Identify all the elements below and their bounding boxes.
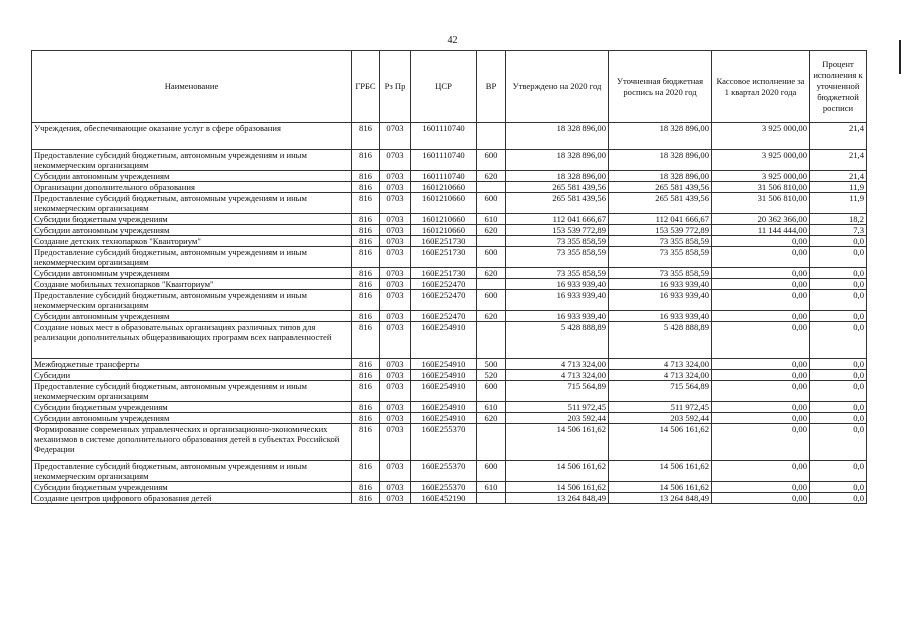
row-grbs-cell: 816 <box>352 150 380 171</box>
row-rzpr-cell: 0703 <box>380 214 411 225</box>
row-clarified-cell: 112 041 666,67 <box>609 214 712 225</box>
row-cash-cell: 3 925 000,00 <box>712 150 810 171</box>
row-cash-cell: 0,00 <box>712 482 810 493</box>
row-percent-cell: 7,3 <box>810 225 867 236</box>
row-name-cell: Субсидии автономным учреждениям <box>32 225 352 236</box>
row-cash-cell: 0,00 <box>712 279 810 290</box>
budget-execution-table <box>31 50 867 504</box>
row-cash-cell: 0,00 <box>712 359 810 370</box>
row-vr-cell: 600 <box>477 290 506 311</box>
row-vr-cell: 600 <box>477 381 506 402</box>
row-grbs-cell: 816 <box>352 413 380 424</box>
table-row <box>32 413 867 424</box>
row-grbs-cell: 816 <box>352 247 380 268</box>
row-name-cell: Организации дополнительного образования <box>32 182 352 193</box>
row-approved-cell: 511 972,45 <box>506 402 609 413</box>
row-grbs-cell: 816 <box>352 214 380 225</box>
table-row <box>32 171 867 182</box>
row-clarified-cell: 13 264 848,49 <box>609 493 712 504</box>
row-cash-cell: 0,00 <box>712 370 810 381</box>
table-row <box>32 402 867 413</box>
row-percent-cell: 0,0 <box>810 236 867 247</box>
row-clarified-cell: 715 564,89 <box>609 381 712 402</box>
row-grbs-cell: 816 <box>352 370 380 381</box>
row-vr-cell <box>477 123 506 150</box>
row-percent-cell: 0,0 <box>810 290 867 311</box>
page-number: 42 <box>447 35 458 46</box>
row-approved-cell: 265 581 439,56 <box>506 182 609 193</box>
table-row <box>32 123 867 150</box>
row-grbs-cell: 816 <box>352 182 380 193</box>
row-csr-cell: 160E254910 <box>411 381 477 402</box>
row-clarified-cell: 16 933 939,40 <box>609 279 712 290</box>
row-csr-cell: 160E254910 <box>411 359 477 370</box>
row-name-cell: Субсидии бюджетным учреждениям <box>32 402 352 413</box>
scan-edge-mark <box>899 40 901 74</box>
row-name-cell: Учреждения, обеспечивающие оказание услуг в сфере образования <box>32 123 352 150</box>
row-clarified-cell: 4 713 324,00 <box>609 370 712 381</box>
row-rzpr-cell: 0703 <box>380 461 411 482</box>
row-csr-cell: 160E255370 <box>411 424 477 461</box>
row-rzpr-cell: 0703 <box>380 482 411 493</box>
table-row <box>32 290 867 311</box>
row-approved-cell: 153 539 772,89 <box>506 225 609 236</box>
row-name-cell: Создание мобильных технопарков "Кванториум" <box>32 279 352 290</box>
row-cash-cell: 0,00 <box>712 402 810 413</box>
row-name-cell: Субсидии автономным учреждениям <box>32 268 352 279</box>
row-approved-cell: 13 264 848,49 <box>506 493 609 504</box>
row-vr-cell <box>477 182 506 193</box>
row-cash-cell: 0,00 <box>712 322 810 359</box>
table-row <box>32 236 867 247</box>
row-csr-cell: 160E251730 <box>411 268 477 279</box>
row-cash-cell: 0,00 <box>712 461 810 482</box>
row-vr-cell <box>477 322 506 359</box>
header-name: Наименование <box>32 51 352 123</box>
table-header-row <box>32 51 867 123</box>
row-clarified-cell: 16 933 939,40 <box>609 311 712 322</box>
row-vr-cell: 620 <box>477 171 506 182</box>
row-vr-cell: 610 <box>477 214 506 225</box>
row-rzpr-cell: 0703 <box>380 322 411 359</box>
row-rzpr-cell: 0703 <box>380 279 411 290</box>
row-approved-cell: 16 933 939,40 <box>506 311 609 322</box>
row-rzpr-cell: 0703 <box>380 311 411 322</box>
row-clarified-cell: 18 328 896,00 <box>609 171 712 182</box>
row-clarified-cell: 14 506 161,62 <box>609 461 712 482</box>
table-row <box>32 311 867 322</box>
row-percent-cell: 0,0 <box>810 413 867 424</box>
row-cash-cell: 0,00 <box>712 311 810 322</box>
row-clarified-cell: 18 328 896,00 <box>609 150 712 171</box>
row-grbs-cell: 816 <box>352 279 380 290</box>
row-approved-cell: 18 328 896,00 <box>506 123 609 150</box>
row-vr-cell: 610 <box>477 402 506 413</box>
row-percent-cell: 0,0 <box>810 482 867 493</box>
row-rzpr-cell: 0703 <box>380 359 411 370</box>
row-percent-cell: 21,4 <box>810 150 867 171</box>
row-cash-cell: 3 925 000,00 <box>712 171 810 182</box>
row-percent-cell: 0,0 <box>810 247 867 268</box>
table-row <box>32 461 867 482</box>
row-name-cell: Субсидии автономным учреждениям <box>32 171 352 182</box>
row-csr-cell: 1601210660 <box>411 225 477 236</box>
row-csr-cell: 160E254910 <box>411 402 477 413</box>
row-clarified-cell: 14 506 161,62 <box>609 424 712 461</box>
table-row <box>32 359 867 370</box>
row-rzpr-cell: 0703 <box>380 123 411 150</box>
row-csr-cell: 160E255370 <box>411 482 477 493</box>
row-approved-cell: 73 355 858,59 <box>506 268 609 279</box>
row-csr-cell: 160E252470 <box>411 279 477 290</box>
row-name-cell: Субсидии <box>32 370 352 381</box>
row-approved-cell: 4 713 324,00 <box>506 370 609 381</box>
row-grbs-cell: 816 <box>352 236 380 247</box>
header-grbs: ГРБС <box>352 51 380 123</box>
row-clarified-cell: 18 328 896,00 <box>609 123 712 150</box>
row-rzpr-cell: 0703 <box>380 402 411 413</box>
row-grbs-cell: 816 <box>352 311 380 322</box>
row-percent-cell: 0,0 <box>810 370 867 381</box>
row-rzpr-cell: 0703 <box>380 171 411 182</box>
row-vr-cell: 500 <box>477 359 506 370</box>
row-cash-cell: 20 362 366,00 <box>712 214 810 225</box>
row-approved-cell: 203 592,44 <box>506 413 609 424</box>
row-vr-cell: 620 <box>477 311 506 322</box>
row-grbs-cell: 816 <box>352 171 380 182</box>
row-cash-cell: 0,00 <box>712 493 810 504</box>
row-name-cell: Предоставление субсидий бюджетным, автономным учреждениям и иным некоммерческим организациям <box>32 461 352 482</box>
row-percent-cell: 0,0 <box>810 424 867 461</box>
header-approved: Утверждено на 2020 год <box>506 51 609 123</box>
row-percent-cell: 0,0 <box>810 461 867 482</box>
row-percent-cell: 0,0 <box>810 359 867 370</box>
row-rzpr-cell: 0703 <box>380 247 411 268</box>
row-percent-cell: 11,9 <box>810 182 867 193</box>
row-name-cell: Предоставление субсидий бюджетным, автономным учреждениям и иным некоммерческим организациям <box>32 150 352 171</box>
row-approved-cell: 18 328 896,00 <box>506 171 609 182</box>
row-csr-cell: 1601110740 <box>411 123 477 150</box>
row-name-cell: Создание детских технопарков "Кванториум" <box>32 236 352 247</box>
row-rzpr-cell: 0703 <box>380 236 411 247</box>
row-name-cell: Межбюджетные трансферты <box>32 359 352 370</box>
row-grbs-cell: 816 <box>352 482 380 493</box>
row-rzpr-cell: 0703 <box>380 268 411 279</box>
row-percent-cell: 0,0 <box>810 268 867 279</box>
row-clarified-cell: 5 428 888,89 <box>609 322 712 359</box>
row-clarified-cell: 153 539 772,89 <box>609 225 712 236</box>
row-percent-cell: 0,0 <box>810 381 867 402</box>
table-row <box>32 482 867 493</box>
header-rzpr: Рз Пр <box>380 51 411 123</box>
row-approved-cell: 16 933 939,40 <box>506 290 609 311</box>
row-grbs-cell: 816 <box>352 225 380 236</box>
row-grbs-cell: 816 <box>352 359 380 370</box>
row-rzpr-cell: 0703 <box>380 381 411 402</box>
row-vr-cell: 620 <box>477 413 506 424</box>
row-rzpr-cell: 0703 <box>380 290 411 311</box>
row-cash-cell: 0,00 <box>712 236 810 247</box>
row-rzpr-cell: 0703 <box>380 493 411 504</box>
row-percent-cell: 21,4 <box>810 123 867 150</box>
table-row <box>32 214 867 225</box>
row-vr-cell: 620 <box>477 225 506 236</box>
row-approved-cell: 14 506 161,62 <box>506 482 609 493</box>
row-rzpr-cell: 0703 <box>380 225 411 236</box>
row-grbs-cell: 816 <box>352 123 380 150</box>
row-csr-cell: 160E251730 <box>411 236 477 247</box>
row-vr-cell <box>477 279 506 290</box>
row-clarified-cell: 265 581 439,56 <box>609 193 712 214</box>
header-csr: ЦСР <box>411 51 477 123</box>
header-cash: Кассовое исполнение за 1 квартал 2020 года <box>712 51 810 123</box>
row-csr-cell: 160E254910 <box>411 413 477 424</box>
row-name-cell: Формирование современных управленческих и организационно-экономических механизмов в системе дополнительного образования детей в субъектах Российской Федерации <box>32 424 352 461</box>
row-clarified-cell: 203 592,44 <box>609 413 712 424</box>
row-percent-cell: 0,0 <box>810 493 867 504</box>
row-clarified-cell: 73 355 858,59 <box>609 268 712 279</box>
row-csr-cell: 1601210660 <box>411 193 477 214</box>
row-grbs-cell: 816 <box>352 493 380 504</box>
table-row <box>32 370 867 381</box>
row-approved-cell: 14 506 161,62 <box>506 461 609 482</box>
row-name-cell: Предоставление субсидий бюджетным, автономным учреждениям и иным некоммерческим организациям <box>32 290 352 311</box>
row-csr-cell: 160E255370 <box>411 461 477 482</box>
row-percent-cell: 0,0 <box>810 311 867 322</box>
row-cash-cell: 11 144 444,00 <box>712 225 810 236</box>
header-clarified: Уточненная бюджетная роспись на 2020 год <box>609 51 712 123</box>
row-approved-cell: 73 355 858,59 <box>506 247 609 268</box>
row-rzpr-cell: 0703 <box>380 150 411 171</box>
row-approved-cell: 5 428 888,89 <box>506 322 609 359</box>
row-name-cell: Субсидии автономным учреждениям <box>32 311 352 322</box>
table-row <box>32 268 867 279</box>
row-cash-cell: 31 506 810,00 <box>712 193 810 214</box>
row-cash-cell: 0,00 <box>712 381 810 402</box>
row-vr-cell: 620 <box>477 268 506 279</box>
header-percent: Процент исполнения к уточненной бюджетной росписи <box>810 51 867 123</box>
row-vr-cell <box>477 493 506 504</box>
row-clarified-cell: 4 713 324,00 <box>609 359 712 370</box>
header-vr: ВР <box>477 51 506 123</box>
row-name-cell: Предоставление субсидий бюджетным, автономным учреждениям и иным некоммерческим организациям <box>32 193 352 214</box>
row-approved-cell: 14 506 161,62 <box>506 424 609 461</box>
row-name-cell: Создание новых мест в образовательных организациях различных типов для реализации дополнительных общеразвивающих программ всех направленностей <box>32 322 352 359</box>
row-grbs-cell: 816 <box>352 268 380 279</box>
row-percent-cell: 18,2 <box>810 214 867 225</box>
row-clarified-cell: 16 933 939,40 <box>609 290 712 311</box>
row-approved-cell: 73 355 858,59 <box>506 236 609 247</box>
row-vr-cell: 520 <box>477 370 506 381</box>
row-csr-cell: 160E254910 <box>411 370 477 381</box>
row-cash-cell: 0,00 <box>712 413 810 424</box>
row-percent-cell: 11,9 <box>810 193 867 214</box>
row-rzpr-cell: 0703 <box>380 193 411 214</box>
row-cash-cell: 0,00 <box>712 290 810 311</box>
table-row <box>32 493 867 504</box>
row-cash-cell: 0,00 <box>712 247 810 268</box>
table-row <box>32 150 867 171</box>
table-row <box>32 182 867 193</box>
row-grbs-cell: 816 <box>352 193 380 214</box>
row-cash-cell: 0,00 <box>712 424 810 461</box>
row-approved-cell: 18 328 896,00 <box>506 150 609 171</box>
row-clarified-cell: 265 581 439,56 <box>609 182 712 193</box>
row-name-cell: Субсидии бюджетным учреждениям <box>32 214 352 225</box>
row-name-cell: Предоставление субсидий бюджетным, автономным учреждениям и иным некоммерческим организациям <box>32 381 352 402</box>
row-grbs-cell: 816 <box>352 402 380 413</box>
row-approved-cell: 16 933 939,40 <box>506 279 609 290</box>
row-vr-cell: 600 <box>477 247 506 268</box>
row-clarified-cell: 14 506 161,62 <box>609 482 712 493</box>
row-vr-cell <box>477 424 506 461</box>
row-approved-cell: 4 713 324,00 <box>506 359 609 370</box>
row-rzpr-cell: 0703 <box>380 413 411 424</box>
row-percent-cell: 0,0 <box>810 402 867 413</box>
row-vr-cell: 600 <box>477 461 506 482</box>
table-row <box>32 424 867 461</box>
row-csr-cell: 1601210660 <box>411 214 477 225</box>
row-grbs-cell: 816 <box>352 424 380 461</box>
row-vr-cell <box>477 236 506 247</box>
row-name-cell: Субсидии автономным учреждениям <box>32 413 352 424</box>
table-row <box>32 279 867 290</box>
row-csr-cell: 1601110740 <box>411 150 477 171</box>
row-csr-cell: 160E252470 <box>411 290 477 311</box>
row-percent-cell: 0,0 <box>810 322 867 359</box>
row-csr-cell: 160E251730 <box>411 247 477 268</box>
row-grbs-cell: 816 <box>352 461 380 482</box>
row-grbs-cell: 816 <box>352 381 380 402</box>
row-cash-cell: 31 506 810,00 <box>712 182 810 193</box>
row-csr-cell: 1601110740 <box>411 171 477 182</box>
row-percent-cell: 21,4 <box>810 171 867 182</box>
row-vr-cell: 610 <box>477 482 506 493</box>
row-csr-cell: 160E452190 <box>411 493 477 504</box>
table-row <box>32 247 867 268</box>
row-clarified-cell: 73 355 858,59 <box>609 247 712 268</box>
row-cash-cell: 3 925 000,00 <box>712 123 810 150</box>
row-cash-cell: 0,00 <box>712 268 810 279</box>
row-csr-cell: 160E254910 <box>411 322 477 359</box>
row-vr-cell: 600 <box>477 150 506 171</box>
row-name-cell: Субсидии бюджетным учреждениям <box>32 482 352 493</box>
table-row <box>32 193 867 214</box>
row-name-cell: Предоставление субсидий бюджетным, автономным учреждениям и иным некоммерческим организациям <box>32 247 352 268</box>
row-rzpr-cell: 0703 <box>380 182 411 193</box>
table-row <box>32 381 867 402</box>
row-rzpr-cell: 0703 <box>380 424 411 461</box>
row-grbs-cell: 816 <box>352 322 380 359</box>
row-csr-cell: 160E252470 <box>411 311 477 322</box>
row-vr-cell: 600 <box>477 193 506 214</box>
row-clarified-cell: 511 972,45 <box>609 402 712 413</box>
row-percent-cell: 0,0 <box>810 279 867 290</box>
row-clarified-cell: 73 355 858,59 <box>609 236 712 247</box>
row-approved-cell: 112 041 666,67 <box>506 214 609 225</box>
table-row <box>32 322 867 359</box>
row-grbs-cell: 816 <box>352 290 380 311</box>
row-rzpr-cell: 0703 <box>380 370 411 381</box>
row-approved-cell: 715 564,89 <box>506 381 609 402</box>
row-csr-cell: 1601210660 <box>411 182 477 193</box>
table-row <box>32 225 867 236</box>
row-name-cell: Создание центров цифрового образования детей <box>32 493 352 504</box>
row-approved-cell: 265 581 439,56 <box>506 193 609 214</box>
